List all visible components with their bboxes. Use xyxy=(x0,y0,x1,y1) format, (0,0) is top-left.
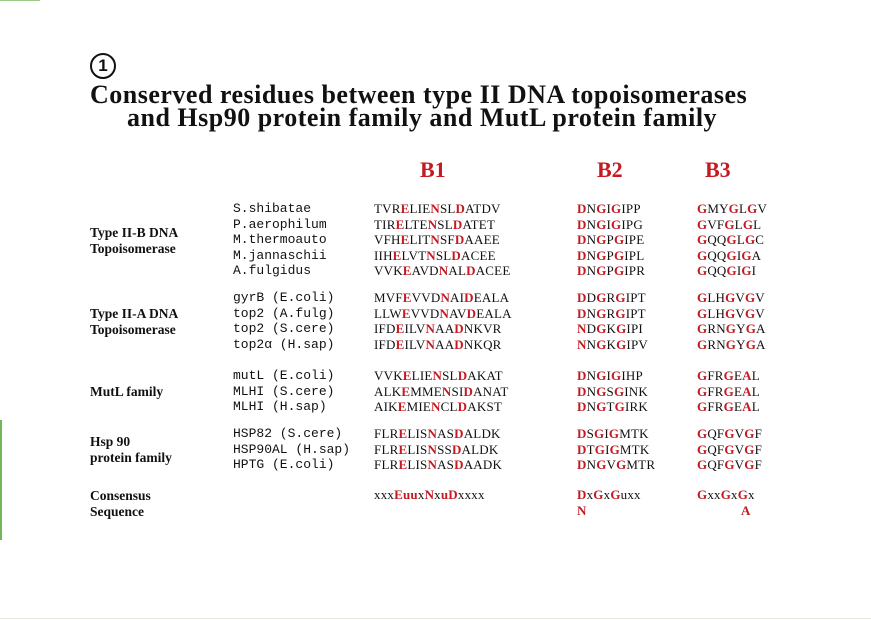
organism-name: gyrB (E.coli) xyxy=(233,290,335,305)
sequence-b1: AIKEMIENCLDAKST xyxy=(374,399,503,414)
organism-name: M.thermoauto xyxy=(233,232,327,247)
organism-name: MLHI (H.sap) xyxy=(233,399,327,414)
sequence-b3: GFRGEAL xyxy=(697,383,760,399)
sequence-b2: DTGIGMTK xyxy=(577,441,650,457)
sequence-b2: DNGRGIPT xyxy=(577,305,646,321)
consensus-label: Consensus xyxy=(90,488,151,503)
sequence-b2: DNGIGIPP xyxy=(577,201,641,216)
sequence-b1: VFHELITNSFDAAEE xyxy=(374,232,500,247)
sequence-b2: DNGTGIRK xyxy=(577,399,648,414)
scan-edge-bottom xyxy=(0,618,871,619)
consensus-b2: DxGxGuxx xyxy=(577,487,641,502)
sequence-b1: TVRELIENSLDATDV xyxy=(374,201,501,216)
organism-name: top2 (S.cere) xyxy=(233,321,335,336)
consensus-b2-alt: N xyxy=(577,503,587,518)
sequence-b3: GVFGLGL xyxy=(697,216,762,232)
sequence-b3: GQFGVGF xyxy=(697,457,762,472)
sequence-b2: DDGRGIPT xyxy=(577,290,646,305)
group-label: Topoisomerase xyxy=(90,322,176,337)
sequence-b1: ALKEMMENSIDANAT xyxy=(374,383,509,399)
sequence-b1: FLRELISNASDALDK xyxy=(374,426,501,441)
scan-edge-top xyxy=(0,0,40,1)
consensus-label: Sequence xyxy=(90,504,144,519)
sequence-b1: VVKEAVDNALDACEE xyxy=(374,263,511,278)
organism-name: HSP90AL (H.sap) xyxy=(233,441,351,457)
consensus-b1: xxxEuuxNxuDxxxx xyxy=(374,487,485,502)
scan-edge-left xyxy=(0,420,2,540)
sequence-b1: FLRELISNASDAADK xyxy=(374,457,503,472)
organism-name: top2 (A.fulg) xyxy=(233,305,335,321)
sequence-b3: GQFGVGF xyxy=(697,426,762,441)
group-label: Hsp 90 xyxy=(90,434,131,450)
group-label: Type II-A DNA xyxy=(90,306,179,321)
sequence-b3: GQQGLGC xyxy=(697,232,765,247)
column-header-b3: B3 xyxy=(705,157,731,182)
sequence-b2: DNGIGIPG xyxy=(577,216,643,232)
organism-name: S.shibatae xyxy=(233,201,312,216)
sequence-b3: GLHGVGV xyxy=(697,305,765,321)
sequence-b2: DNGPGIPL xyxy=(577,247,645,263)
organism-name: HSP82 (S.cere) xyxy=(233,426,343,441)
sequence-b2: NNGKGIPV xyxy=(577,336,648,352)
sequence-b2: DNGVGMTR xyxy=(577,457,656,472)
sequence-b3: GLHGVGV xyxy=(697,290,765,305)
organism-name: M.jannaschii xyxy=(233,247,327,263)
sequence-b1: FLRELISNSSDALDK xyxy=(374,441,499,457)
title-line-1: Conserved residues between type II DNA topoisomerases xyxy=(90,80,748,109)
sequence-b2: NDGKGIPI xyxy=(577,321,643,336)
column-header-b1: B1 xyxy=(420,157,446,182)
group-label: Type II-B DNA xyxy=(90,224,179,240)
sequence-b1: VVKELIENSLDAKAT xyxy=(374,368,503,383)
sequence-b3: GFRGEAL xyxy=(697,399,760,414)
organism-name: MLHI (S.cere) xyxy=(233,383,335,399)
sequence-b3: GQQGIGI xyxy=(697,263,757,278)
sequence-b1: LLWEVVDNAVDEALA xyxy=(374,305,512,321)
slide-number-badge: 1 xyxy=(90,53,116,79)
sequence-b3: GMYGLGV xyxy=(697,201,768,216)
organism-name: P.aerophilum xyxy=(233,216,327,232)
sequence-b2: DNGIGIHP xyxy=(577,368,643,383)
consensus-b3-alt: A xyxy=(741,503,751,518)
sequence-b2: DNGPGIPR xyxy=(577,263,646,278)
sequence-b2: DNGSGINK xyxy=(577,383,648,399)
organism-name: mutL (E.coli) xyxy=(233,368,335,383)
group-label: MutL family xyxy=(90,384,164,400)
organism-name: A.fulgidus xyxy=(233,263,312,278)
consensus-b3: GxxGxGx xyxy=(697,487,755,502)
sequence-b2: DSGIGMTK xyxy=(577,426,649,441)
sequence-b3: GRNGYGA xyxy=(697,321,766,336)
column-header-b2: B2 xyxy=(597,157,623,182)
group-label: Topoisomerase xyxy=(90,240,176,256)
sequence-b3: GQFGVGF xyxy=(697,441,762,457)
sequence-b3: GFRGEAL xyxy=(697,368,760,383)
title-line-2: and Hsp90 protein family and MutL protein family xyxy=(127,103,718,132)
sequence-b1: IFDEILVNAADNKQR xyxy=(374,336,502,352)
sequence-b1: IFDEILVNAADNKVR xyxy=(374,321,502,336)
sequence-b1: TIRELTENSLDATET xyxy=(374,216,496,232)
organism-name: HPTG (E.coli) xyxy=(233,457,335,472)
sequence-b2: DNGPGIPE xyxy=(577,232,645,247)
sequence-b1: MVFEVVDNAIDEALA xyxy=(374,290,510,305)
sequence-b3: GQQGIGA xyxy=(697,247,762,263)
group-label: protein family xyxy=(90,450,172,466)
sequence-b3: GRNGYGA xyxy=(697,336,766,352)
organism-name: top2α (H.sap) xyxy=(233,336,335,352)
sequence-b1: IIHELVTNSLDACEE xyxy=(374,247,496,263)
